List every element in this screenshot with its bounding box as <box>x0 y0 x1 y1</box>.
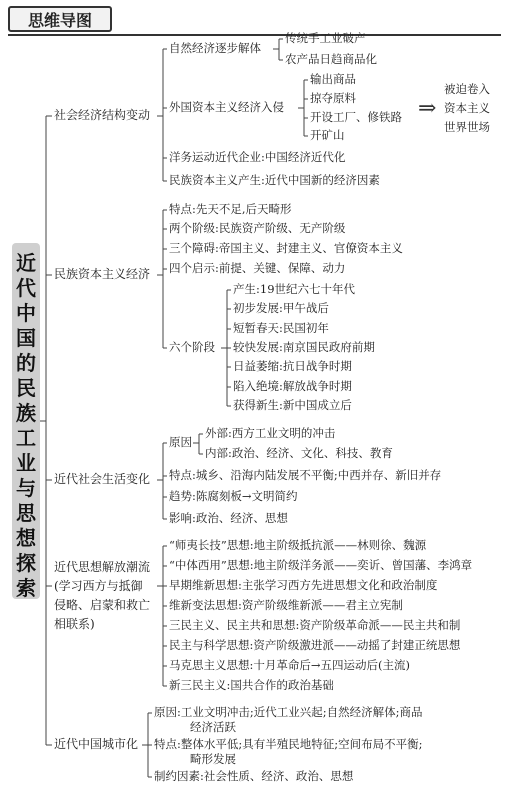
node-six-stages: 六个阶段 <box>169 340 215 354</box>
thought-new-three-principles: 新三民主义:国共合作的政治基础 <box>169 678 334 692</box>
stage-desperate: 陷入绝境:解放战争时期 <box>233 379 352 393</box>
thought-reform-movement: 维新变法思想:资产阶级维新派——君主立宪制 <box>169 598 403 612</box>
node-world-market: 世界世场 <box>444 120 490 134</box>
urban-constraints: 制约因素:社会性质、经济、政治、思想 <box>154 769 354 783</box>
node-plunder-materials: 掠夺原料 <box>310 91 356 105</box>
stage-rapid-growth: 较快发展:南京国民政府前期 <box>233 340 375 354</box>
branch-thought-liberation: 近代思想解放潮流 <box>54 560 151 574</box>
node-commercialization: 农产品日趋商品化 <box>285 52 377 66</box>
node-westernization: 洋务运动近代企业:中国经济近代化 <box>169 150 346 164</box>
node-features: 特点:先天不足,后天畸形 <box>169 202 292 216</box>
branch-thought-note-1: (学习西方与抵御 <box>54 579 143 593</box>
branch-national-capitalism: 民族资本主义经济 <box>54 267 151 281</box>
branch-social-economy: 社会经济结构变动 <box>54 108 151 122</box>
urban-causes: 原因:工业文明冲击;近代工业兴起;自然经济解体;商品 <box>154 705 423 719</box>
node-handicraft: 传统手工业破产 <box>285 31 366 45</box>
root-title: 近 代 中 国 的 民 族 工 业 与 思 想 探 索 <box>16 251 36 600</box>
thought-three-principles: 三民主义、民主共和思想:资产阶级革命派——民主共和制 <box>169 618 461 632</box>
thought-marxism: 马克思主义思想:十月革命后→五四运动后(主流) <box>169 658 410 672</box>
node-trend: 趋势:陈腐刻板→文明简约 <box>169 489 298 503</box>
stage-emergence: 产生:19世纪六七十年代 <box>233 282 356 296</box>
node-export-goods: 输出商品 <box>310 72 356 86</box>
node-life-features: 特点:城乡、沿海内陆发展不平衡;中西并存、新旧并存 <box>169 468 442 482</box>
mind-map-header: 思维导图 <box>8 6 112 32</box>
urban-features: 特点:整体水平低;具有半殖民地特征;空间布局不平衡; <box>154 737 423 751</box>
node-factories-railways: 开设工厂、修铁路 <box>310 110 402 124</box>
node-natural-economy: 自然经济逐步解体 <box>169 41 261 55</box>
stage-initial-growth: 初步发展:甲午战后 <box>233 301 329 315</box>
node-influence: 影响:政治、经济、思想 <box>169 511 288 525</box>
node-causes: 原因 <box>169 435 192 449</box>
urban-causes-cont: 经济活跃 <box>190 720 236 734</box>
thought-chinese-body: “中体西用”思想:地主阶级洋务派——奕䜣、曾国藩、李鸿章 <box>169 558 473 572</box>
branch-thought-note-2: 侵略、启蒙和救亡 <box>54 598 151 612</box>
urban-features-cont: 畸形发展 <box>190 752 236 766</box>
node-internal-cause: 内部:政治、经济、文化、科技、教育 <box>205 446 393 460</box>
stage-brief-spring: 短暂春天:民国初年 <box>233 321 329 335</box>
thought-early-reform: 早期维新思想:主张学习西方先进思想文化和政治制度 <box>169 578 438 592</box>
node-forced-in: 被迫卷入 <box>444 82 490 96</box>
node-external-cause: 外部:西方工业文明的冲击 <box>205 426 336 440</box>
node-mines: 开矿山 <box>310 128 345 142</box>
double-arrow-icon: ⇒ <box>418 96 437 121</box>
thought-democracy-science: 民主与科学思想:资产阶级激进派——动摇了封建正统思想 <box>169 638 461 652</box>
branch-thought-note-3: 相联系) <box>54 617 95 631</box>
node-capitalism: 资本主义 <box>444 101 490 115</box>
node-four-lessons: 四个启示:前提、关键、保障、动力 <box>169 261 346 275</box>
node-national-capitalism: 民族资本主义产生:近代中国新的经济因素 <box>169 173 380 187</box>
thought-learn-skills: “师夷长技”思想:地主阶级抵抗派——林则徐、魏源 <box>169 538 427 552</box>
branch-urbanization: 近代中国城市化 <box>54 737 139 751</box>
stage-shrinking: 日益萎缩:抗日战争时期 <box>233 359 352 373</box>
node-two-classes: 两个阶级:民族资产阶级、无产阶级 <box>169 221 346 235</box>
node-three-obstacles: 三个障碍:帝国主义、封建主义、官僚资本主义 <box>169 241 403 255</box>
stage-rebirth: 获得新生:新中国成立后 <box>233 398 352 412</box>
branch-social-life: 近代社会生活变化 <box>54 472 151 486</box>
node-foreign-capital: 外国资本主义经济入侵 <box>169 100 284 114</box>
